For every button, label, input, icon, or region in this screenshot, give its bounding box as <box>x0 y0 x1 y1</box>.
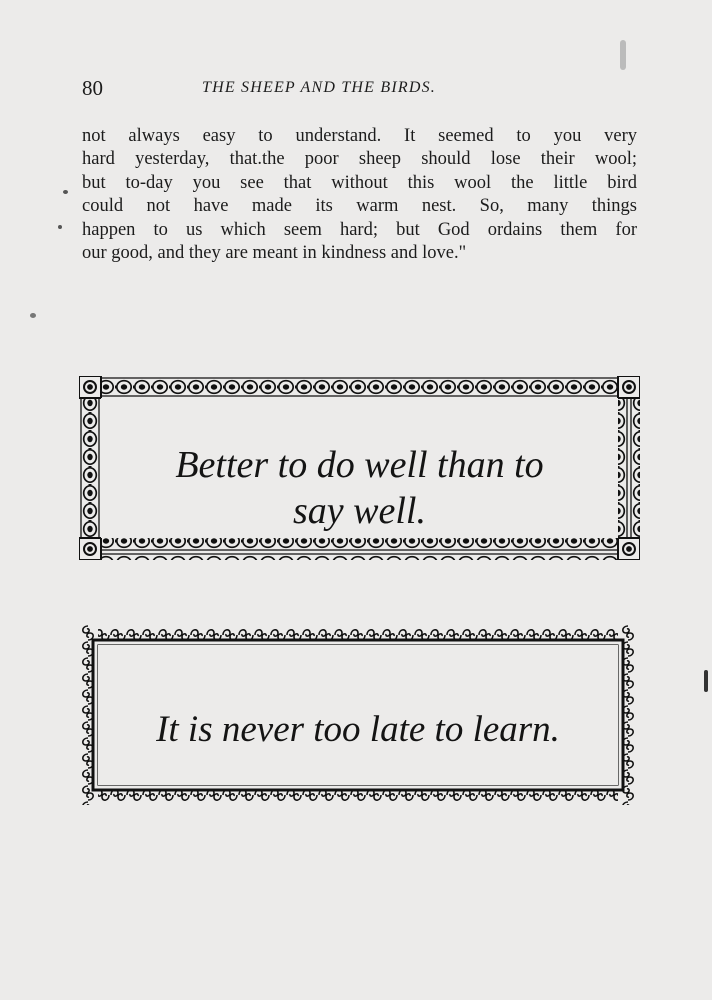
motto-panel <box>98 645 618 785</box>
motto-frame-better <box>79 376 640 560</box>
body-line: hard yesterday, that.the poor sheep should lose their wool; <box>82 149 637 170</box>
body-paragraph <box>82 125 637 265</box>
ink-speck <box>30 313 36 318</box>
body-line: not always easy to understand. It seemed to you very <box>82 126 637 146</box>
body-line: happen to us which seem hard; but God ordains them for <box>82 219 637 240</box>
motto-line: Better to do well than to <box>175 444 544 486</box>
motto-text-never-too-late <box>98 708 618 751</box>
ink-speck <box>63 190 68 194</box>
motto-panel <box>101 398 618 538</box>
ink-speck <box>58 225 62 229</box>
motto-frame-never-too-late <box>78 625 638 805</box>
page-number: 80 <box>82 76 103 100</box>
running-title: THE SHEEP AND THE BIRDS. <box>202 79 436 96</box>
ink-speck <box>620 40 626 70</box>
body-line: our good, and they are meant in kindness and love." <box>82 243 467 264</box>
page-header <box>82 76 622 102</box>
body-line: could not have made its warm nest. So, many things <box>82 196 637 217</box>
body-line: but to-day you see that without this wool the little bird <box>82 172 637 193</box>
motto-line: say well. <box>293 490 426 532</box>
motto-line: It is never too late to learn. <box>156 709 560 750</box>
motto-text-better <box>101 442 618 534</box>
ink-speck <box>704 670 708 692</box>
